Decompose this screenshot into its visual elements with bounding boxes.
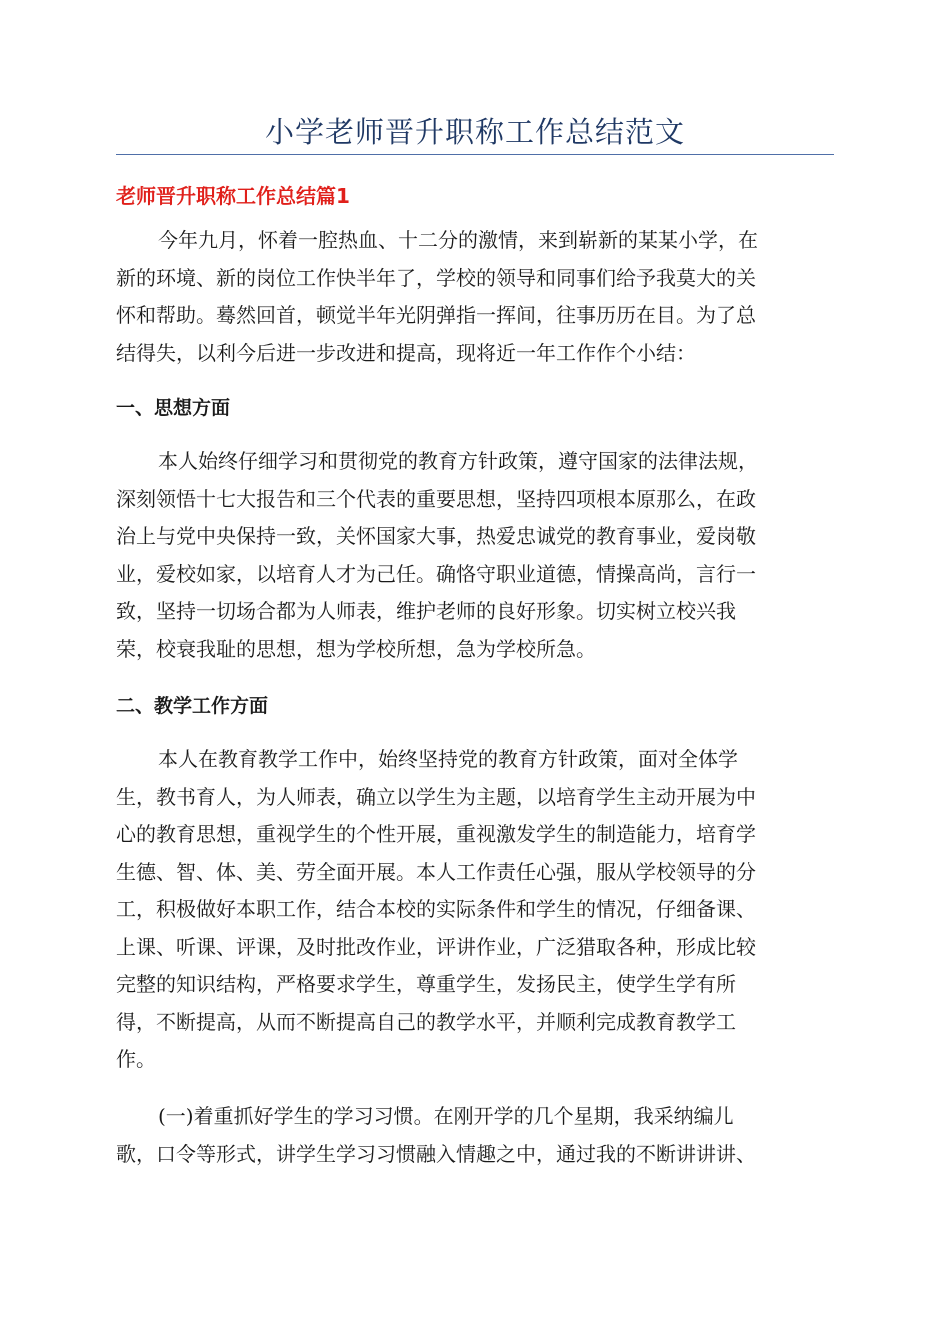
- paragraph-line: 结得失，以利今后进一步改进和提高，现将近一年工作作个小结：: [116, 340, 696, 365]
- paragraph-line: 致，坚持一切场合都为人师表，维护老师的良好形象。切实树立校兴我: [116, 599, 736, 623]
- paragraph-line: (一)着重抓好学生的学习习惯。在刚开学的几个星期，我采纳编儿: [158, 1104, 734, 1128]
- paragraph-line: 本人始终仔细学习和贯彻党的教育方针政策，遵守国家的法律法规，: [158, 449, 758, 473]
- paragraph-line: 本人在教育教学工作中，始终坚持党的教育方针政策，面对全体学: [158, 747, 738, 771]
- paragraph-line: 怀和帮助。蓦然回首，顿觉半年光阴弹指一挥间，往事历历在目。为了总: [116, 303, 756, 327]
- paragraph-line: 生德、智、体、美、劳全面开展。本人工作责任心强，服从学校领导的分: [116, 859, 756, 884]
- thought-paragraph: [116, 443, 758, 668]
- paragraph-line: 治上与党中央保持一致，关怀国家大事，热爱忠诚党的教育事业，爱岗敬: [116, 524, 756, 548]
- paragraph-line: 新的环境、新的岗位工作快半年了，学校的领导和同事们给予我莫大的关: [116, 265, 756, 290]
- paragraph-line: 心的教育思想，重视学生的个性开展，重视激发学生的制造能力，培育学: [116, 822, 756, 846]
- intro-paragraph: [116, 222, 758, 372]
- paragraph-line: 今年九月，怀着一腔热血、十二分的激情，来到崭新的某某小学，在: [158, 228, 758, 252]
- paragraph-line: 得，不断提高，从而不断提高自己的教学水平，并顺利完成教育教学工: [116, 1009, 736, 1034]
- paragraph-line: 工，积极做好本职工作，结合本校的实际条件和学生的情况，仔细备课、: [116, 897, 756, 921]
- document-title: 小学老师晋升职称工作总结范文: [264, 115, 685, 149]
- paragraph-line: 歌，口令等形式，讲学生学习习惯融入情趣之中，通过我的不断讲讲讲、: [116, 1141, 756, 1166]
- title-underline: [116, 154, 834, 155]
- paragraph-line: 作。: [116, 1047, 156, 1071]
- teaching-paragraph: [116, 741, 756, 1079]
- paragraph-line: 完整的知识结构，严格要求学生，尊重学生，发扬民主，使学生学有所: [116, 972, 736, 996]
- section-heading-thought: 一、思想方面: [116, 397, 231, 419]
- paragraph-line: 业，爱校如家，以培育人才为己任。确恪守职业道德，情操高尚，言行一: [116, 561, 756, 586]
- paragraph-line: 生，教书育人，为人师表，确立以学生为主题，以培育学生主动开展为中: [116, 784, 756, 809]
- paragraph-line: 上课、听课、评课，及时批改作业，评讲作业，广泛猎取各种，形成比较: [116, 934, 756, 959]
- paragraph-line: 深刻领悟十七大报告和三个代表的重要思想，坚持四项根本原那么，在政: [116, 486, 756, 511]
- paragraph-line: 荣，校衰我耻的思想，想为学校所想，急为学校所急。: [116, 636, 596, 661]
- habits-paragraph: [116, 1098, 756, 1173]
- section-heading-teaching: 二、教学工作方面: [116, 695, 269, 717]
- main-heading: 老师晋升职称工作总结篇1: [116, 184, 350, 208]
